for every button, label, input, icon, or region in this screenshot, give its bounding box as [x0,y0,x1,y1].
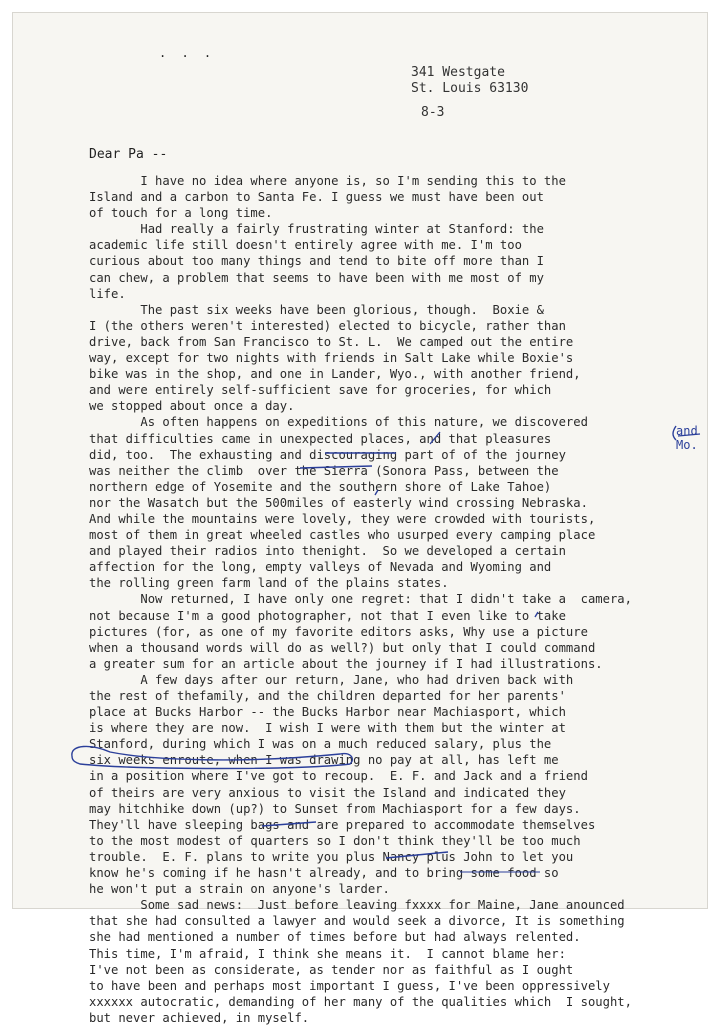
address-line-2: St. Louis 63130 [411,81,529,96]
body-line: Had really a fairly frustrating winter at Stanford: the [89,222,544,237]
body-line: but never achieved, in myself. [89,1010,310,1025]
body-line: life. [89,286,126,301]
body-line: I have no idea where anyone is, so I'm sending this to the [89,174,566,188]
body-line: And while the mountains were lovely, they were crowded with tourists, [89,511,596,526]
body-line: nor the Wasatch but the 500miles of easterly wind crossing Nebraska. [89,495,588,510]
body-line: They'll have sleeping bags and are prepared to accommodate themselves [89,817,596,832]
body-line: most of them in great wheeled castles who usurped every camping place [89,528,596,543]
body-line: he won't put a strain on anyone's larder. [89,882,390,897]
body-line: a greater sum for an article about the journey if I had illustrations. [89,656,603,671]
body-line: that difficulties came in unexpected places, and that pleasures [89,431,552,446]
body-line: and played their radios into thenight. So we developed a certain [89,544,566,559]
body-line: six weeks enroute, when I was drawing no pay at all, has left me [89,753,559,768]
body-line: to have been and perhaps most important I guess, I've been oppressively [89,978,610,993]
body-line: I've not been as considerate, as tender nor as faithful as I ought [89,962,574,977]
body-line: Some sad news: Just before leaving fxxxx for Maine, Jane anounced [89,898,625,913]
body-line: in a position where I've got to recoup. E. F. and Jack and a friend [89,769,588,784]
address-block [411,65,528,97]
body-line: she had mentioned a number of times before but had always relented. [89,930,581,945]
body-line: Island and a carbon to Santa Fe. I guess we must have been out [89,190,544,205]
body-line: may hitchhike down (up?) to Sunset from Machiasport for a few days. [89,801,581,816]
body-line: curious about too many things and tend to bite off more than I [89,254,544,269]
body-line: was neither the climb over the Sierra (Sonora Pass, between the [89,463,559,478]
body-line: A few days after our return, Jane, who had driven back with [89,672,574,687]
body-line: to the most modest of quarters so I don't think they'll be too much [89,833,581,848]
body-line: This time, I'm afraid, I think she means it. I cannot blame her: [89,946,566,961]
body-line: drive, back from San Francisco to St. L. We camped out the entire [89,334,574,349]
body-line: affection for the long, empty valleys of Nevada and Wyoming and [89,560,552,575]
body-line: xxxxxx autocratic, demanding of her many of the qualities which I sought, [89,994,632,1009]
body-line: know he's coming if he hasn't already, and to bring some food so [89,866,559,881]
body-line: we stopped about once a day. [89,399,295,414]
top-dots: . . . [159,46,216,60]
letter-date: 8-3 [421,105,445,120]
body-line: bike was in the shop, and one in Lander, Wyo., with another friend, [89,367,581,382]
body-line: not because I'm a good photographer, not that I even like to take [89,608,566,623]
body-line: As often happens on expeditions of this nature, we discovered [89,415,588,430]
margin-note: and Mo. [676,424,698,452]
body-line: is where they are now. I wish I were with them but the winter at [89,721,566,736]
body-line: the rolling green farm land of the plains states. [89,576,449,591]
body-line: way, except for two nights with friends in Salt Lake while Boxie's [89,351,574,366]
body-line: did, too. The exhausting and discouraging part of of the journey [89,447,566,462]
body-line: northern edge of Yosemite and the southern shore of Lake Tahoe) [89,479,552,494]
body-line: academic life still doesn't entirely agree with me. I'm too [89,238,522,253]
body-line: and were entirely self-sufficient save for groceries, for which [89,383,552,398]
body-line: can chew, a problem that seems to have been with me most of my [89,270,544,285]
body-line: The past six weeks have been glorious, though. Boxie & [89,302,544,317]
body-line: pictures (for, as one of my favorite editors asks, Why use a picture [89,624,588,639]
body-line: of theirs are very anxious to visit the Island and indicated they [89,785,566,800]
body-line: trouble. E. F. plans to write you plus Nancy plus John to let you [89,849,574,864]
body-line: I (the others weren't interested) elected to bicycle, rather than [89,318,566,333]
greeting: Dear Pa -- [89,147,168,162]
body-line: Now returned, I have only one regret: that I didn't take a camera, [89,592,632,607]
body-line: of touch for a long time. [89,206,273,221]
body-line: when a thousand words will do as well?) but only that I could command [89,640,596,655]
body-line: the rest of thefamily, and the children departed for her parents' [89,689,566,703]
body-line: place at Bucks Harbor -- the Bucks Harbor near Machiasport, which [89,705,566,720]
body-line: Stanford, during which I was on a much reduced salary, plus the [89,737,552,752]
body-line: that she had consulted a lawyer and would seek a divorce, It is something [89,914,625,929]
letter-body [89,173,709,1026]
letter-page [12,12,708,1025]
address-line-1: 341 Westgate [411,65,505,80]
